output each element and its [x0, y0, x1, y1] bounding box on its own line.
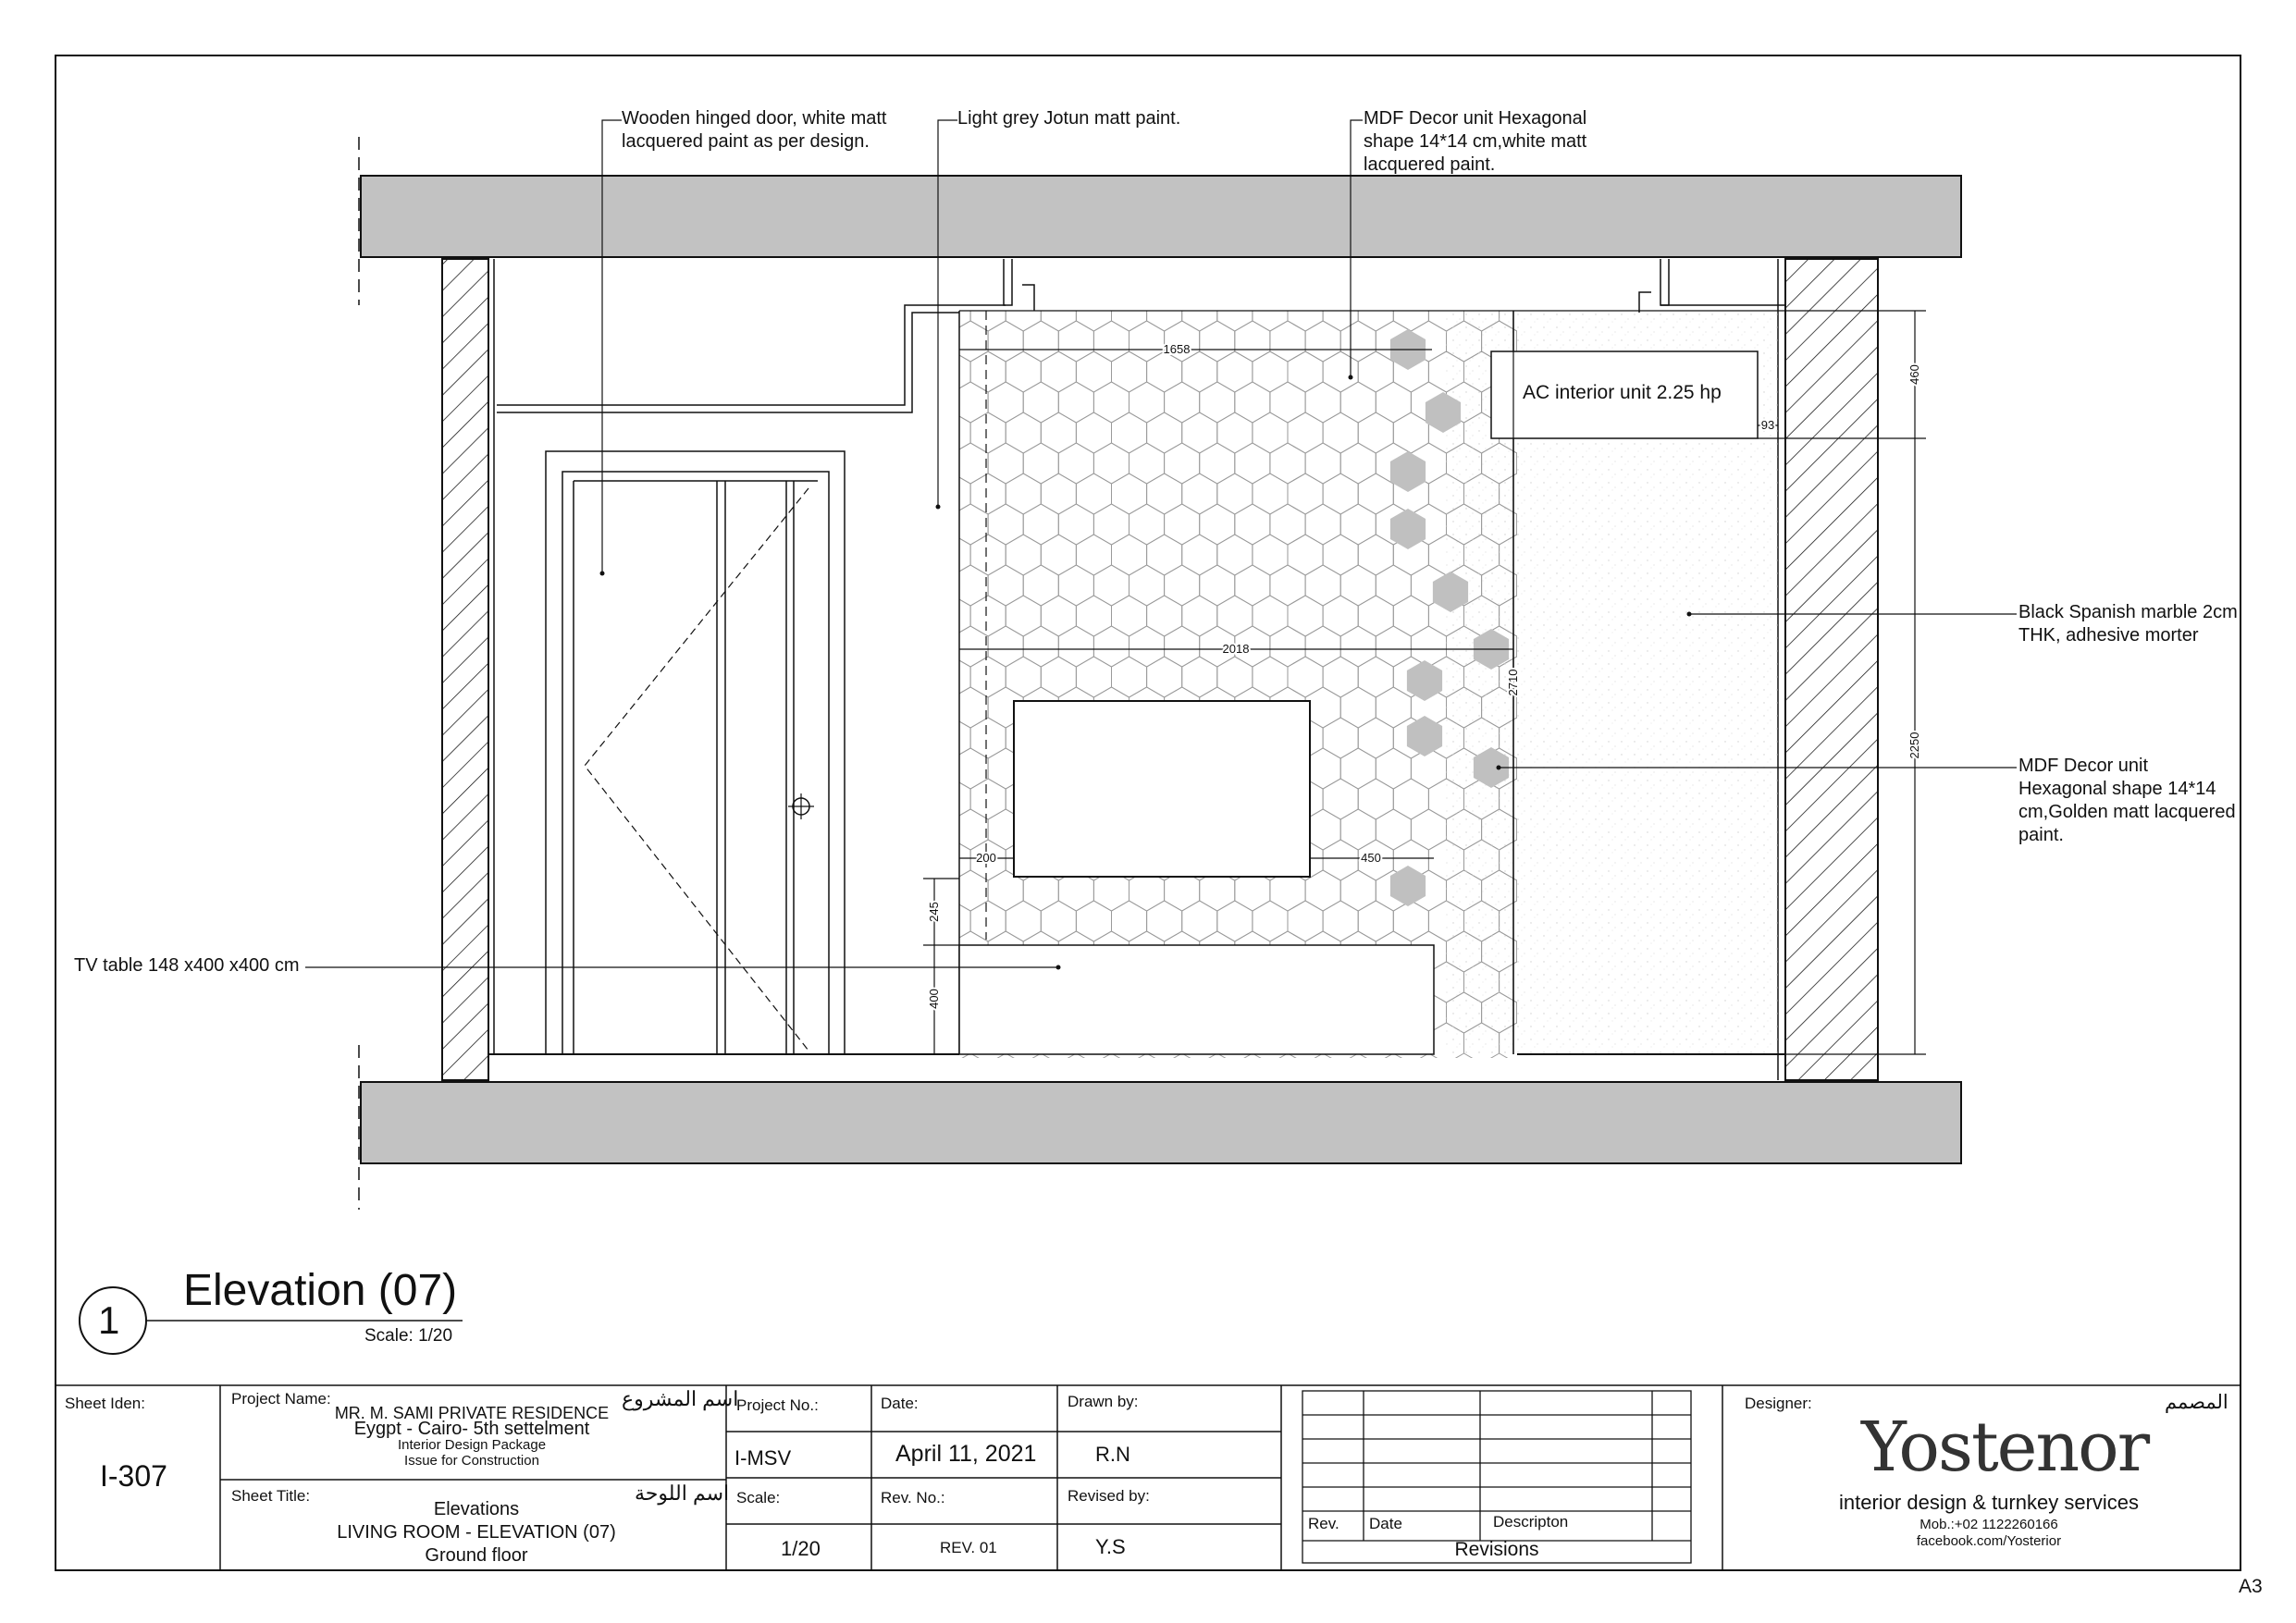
dim-245: 245 — [927, 902, 941, 922]
dim-93: 93 — [1760, 418, 1775, 432]
bulkhead-left — [497, 305, 1006, 405]
designer-arabic: المصمم — [2165, 1392, 2228, 1413]
sheet-iden: I-307 — [100, 1459, 167, 1493]
rev-no-label: Rev. No.: — [881, 1489, 945, 1506]
note-marble — [2018, 601, 2238, 647]
bulkhead-hook-left — [1022, 285, 1034, 313]
note-door-line: Wooden hinged door, white matt — [622, 108, 887, 129]
sheet-title-lines — [296, 1498, 657, 1568]
revisions-label: Revisions — [1454, 1539, 1539, 1560]
note-mdf-gold-line: cm,Golden matt lacquered — [2018, 802, 2236, 822]
revisions-table — [1302, 1391, 1691, 1563]
dim-200: 200 — [976, 851, 996, 865]
view-scale: Scale: 1/20 — [364, 1326, 453, 1346]
rev-header-date: Date — [1369, 1515, 1402, 1532]
note-mdf-white-line: MDF Decor unit Hexagonal — [1364, 108, 1587, 129]
note-mdf-gold-line: paint. — [2018, 825, 2064, 845]
project-no-label: Project No.: — [736, 1396, 819, 1414]
brand-facebook: facebook.com/Yosterior — [1916, 1533, 2062, 1549]
project-no: I-MSV — [734, 1446, 792, 1469]
rev-header-rev: Rev. — [1308, 1515, 1339, 1532]
view-number: 1 — [98, 1298, 120, 1342]
project-line: Issue for Construction — [404, 1453, 539, 1469]
sheet-title-line: Elevations — [433, 1499, 520, 1519]
door-frame-outer — [546, 451, 845, 1054]
project-line: MR. M. SAMI PRIVATE RESIDENCE — [334, 1404, 610, 1422]
revised-by-value: Y.S — [1095, 1535, 1126, 1558]
project-line: Eygpt - Cairo- 5th settelment — [353, 1419, 590, 1439]
date-value: April 11, 2021 — [895, 1441, 1037, 1467]
dim-2710: 2710 — [1506, 669, 1520, 696]
note-mdf-gold — [2018, 755, 2236, 847]
note-door — [622, 107, 886, 154]
tv-screen — [1014, 701, 1310, 877]
tv-table — [959, 945, 1434, 1054]
ac-unit-label: AC interior unit 2.25 hp — [1523, 382, 1722, 403]
note-paint-line: Light grey Jotun matt paint. — [957, 108, 1181, 129]
dim-460: 460 — [1907, 364, 1921, 385]
note-door-line: lacquered paint as per design. — [622, 131, 870, 152]
floor-slab — [361, 1082, 1961, 1163]
door-handle — [788, 793, 814, 819]
sheet-title-label: Sheet Title: — [231, 1487, 311, 1505]
dim-2018: 2018 — [1222, 642, 1250, 656]
bulkhead-drop-left — [1004, 259, 1012, 305]
date-label: Date: — [881, 1395, 919, 1412]
project-name-lines — [315, 1406, 629, 1469]
dim-1658: 1658 — [1163, 342, 1191, 356]
bulkhead-drop-right — [1660, 259, 1669, 305]
sheet-title-line: Ground floor — [425, 1545, 528, 1566]
designer-label: Designer: — [1745, 1395, 1812, 1412]
brand-tagline: interior design & turnkey services — [1838, 1491, 2140, 1514]
brand-mobile: Mob.:+02 1122260166 — [1920, 1517, 2058, 1532]
project-name-label: Project Name: — [231, 1390, 331, 1408]
paper-size: A3 — [2239, 1576, 2263, 1597]
rev-no-value: REV. 01 — [940, 1539, 997, 1556]
dim-2250: 2250 — [1907, 732, 1921, 759]
scale-label: Scale: — [736, 1489, 781, 1506]
brand-logo: Yostenor — [1861, 1408, 2149, 1487]
bulkhead-left-2 — [497, 313, 959, 412]
note-paint — [957, 107, 1180, 130]
note-mdf-white — [1364, 107, 1586, 177]
dim-450: 450 — [1361, 851, 1381, 865]
note-mdf-white-line: shape 14*14 cm,white matt — [1364, 131, 1587, 152]
drawn-by-value: R.N — [1095, 1443, 1130, 1466]
scale-value: 1/20 — [781, 1537, 821, 1560]
revised-by-label: Revised by: — [1068, 1487, 1150, 1505]
door-swing-indicator — [585, 488, 809, 1051]
bulkhead-hook-right — [1639, 292, 1651, 313]
rev-header-description: Descripton — [1493, 1513, 1569, 1531]
left-wall — [442, 259, 488, 1080]
project-line: Interior Design Package — [397, 1437, 547, 1453]
note-mdf-white-line: lacquered paint. — [1364, 154, 1496, 175]
note-tv-table: TV table 148 x400 x400 cm — [74, 955, 300, 976]
note-mdf-gold-line: Hexagonal shape 14*14 — [2018, 779, 2216, 799]
note-mdf-gold-line: MDF Decor unit — [2018, 756, 2149, 776]
project-name-arabic: اسم المشروع — [622, 1387, 739, 1410]
note-marble-line: THK, adhesive morter — [2018, 625, 2199, 646]
note-marble-line: Black Spanish marble 2cm — [2018, 602, 2238, 622]
sheet-iden-label: Sheet Iden: — [65, 1395, 145, 1412]
ceiling-slab — [361, 176, 1961, 257]
sheet-title-line: LIVING ROOM - ELEVATION (07) — [337, 1522, 616, 1543]
dim-400: 400 — [927, 989, 941, 1009]
sheet-title-arabic: اسم اللوحة — [635, 1482, 730, 1505]
right-wall — [1785, 259, 1878, 1080]
view-title: Elevation (07) — [183, 1266, 458, 1315]
drawn-by-label: Drawn by: — [1068, 1393, 1139, 1410]
